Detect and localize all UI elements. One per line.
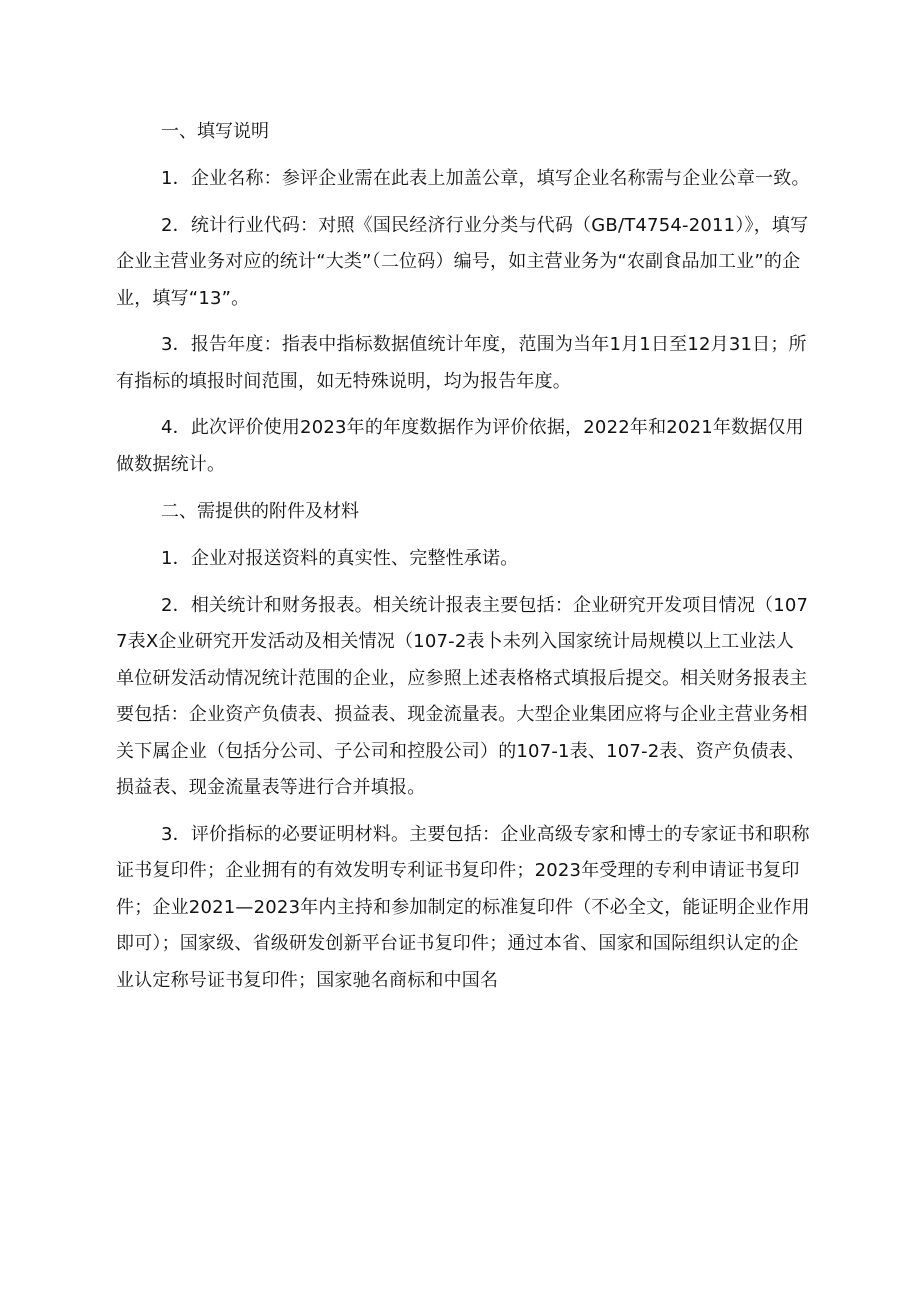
instruction-item-3: 3．报告年度：指表中指标数据值统计年度，范围为当年1月1日至12月31日；所有指标的填报时间范围，如无特殊说明，均为报告年度。 xyxy=(116,334,807,392)
section-heading-attachments: 二、需提供的附件及材料 xyxy=(161,501,359,522)
instruction-item-1: 1．企业名称：参评企业需在此表上加盖公章，填写企业名称需与企业公章一致。 xyxy=(161,168,810,189)
document-page xyxy=(116,113,810,1009)
instruction-item-4: 4．此次评价使用2023年的年度数据作为评价依据，2022年和2021年数据仅用做数据统计。 xyxy=(116,417,804,475)
attachment-item-3: 3．评价指标的必要证明材料。主要包括：企业高级专家和博士的专家证书和职称证书复印件；企业拥有的有效发明专利证书复印件；2023年受理的专利申请证书复印件；企业2021—2023年内主持和参加制定的标准复印件（不必全文，能证明企业作用即可）；国家级、省级研发创新平台证书复印件；通过本省、国家和国际组织认定的企业认定称号证书复印件；国家驰名商标和中国名 xyxy=(116,823,810,991)
section-heading-instructions: 一、填写说明 xyxy=(161,121,269,142)
attachment-item-1: 1．企业对报送资料的真实性、完整性承诺。 xyxy=(161,548,519,569)
instruction-item-2: 2．统计行业代码：对照《国民经济行业分类与代码（GB/T4754-2011）》，填写企业主营业务对应的统计“大类”（二位码）编号，如主营业务为“农副食品加工业”的企业，填写“13”。 xyxy=(116,214,809,309)
attachment-item-2: 2．相关统计和财务报表。相关统计报表主要包括：企业研究开发项目情况（1077表X企业研究开发活动及相关情况（107-2表卜未列入国家统计局规模以上工业法人单位研发活动情况统计范围的企业，应参照上述表格格式填报后提交。相关财务报表主要包括：企业资产负债表、损益表、现金流量表。大型企业集团应将与企业主营业务相关下属企业（包括分公司、子公司和控股公司）的107-1表、107-2表、资产负债表、损益表、现金流量表等进行合并填报。 xyxy=(116,594,809,798)
